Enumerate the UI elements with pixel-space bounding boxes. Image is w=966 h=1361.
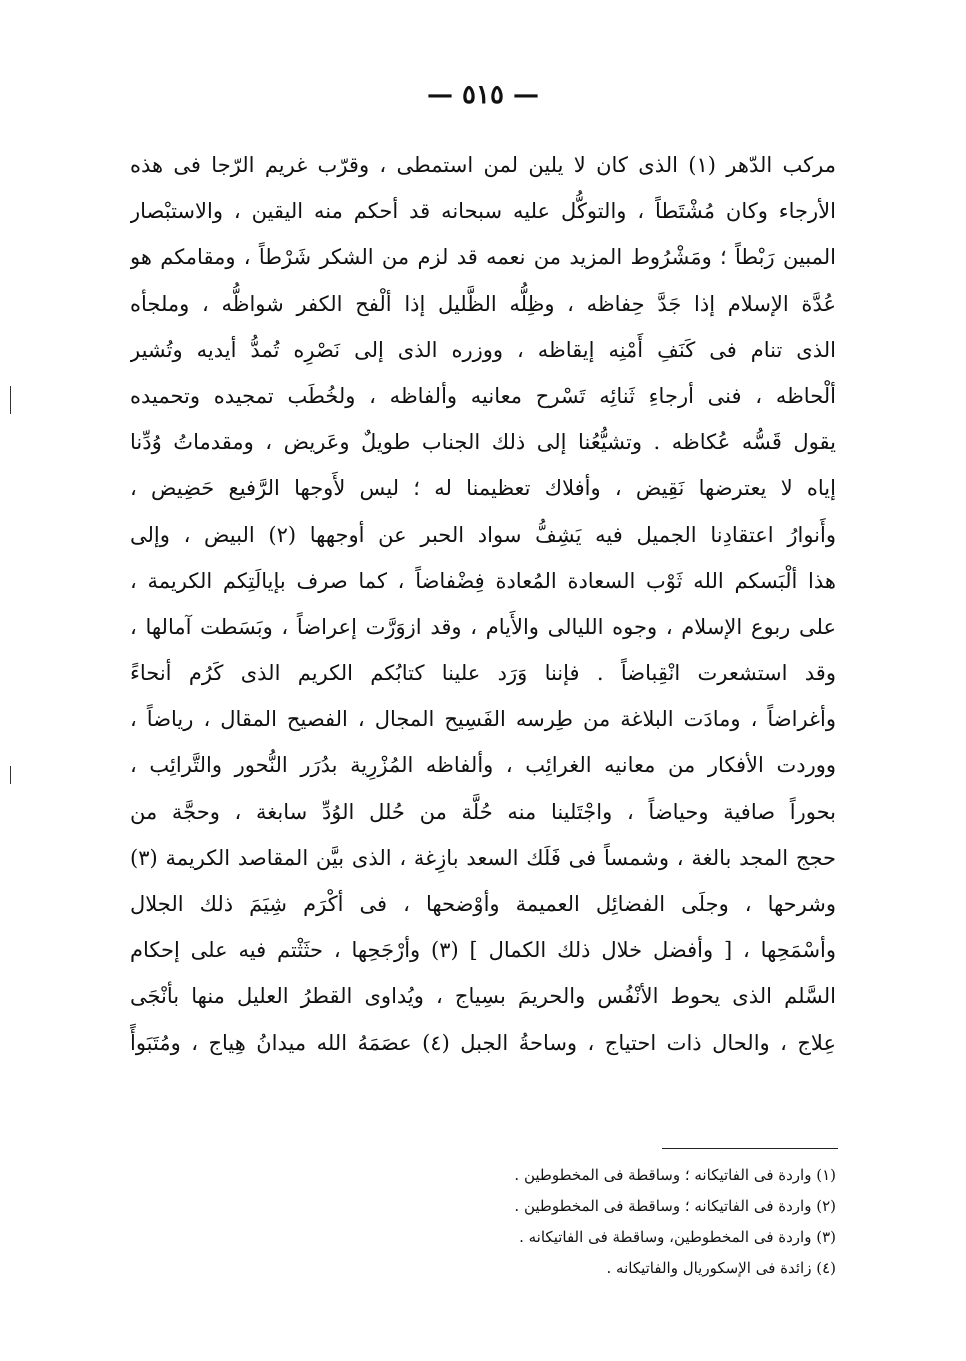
- text-line: وأسْمَحِها ، [ وأفضل خلال ذلك الكمال ] (٣) وأرْجَحِها ، حثَثْتم فيه على إحكام: [130, 938, 836, 963]
- text-line: بحوراً صافية وحياضاً ، واجْتَلينا منه حُلَّة من حُلل الوُدِّ سابغة ، وحجَّة من: [130, 799, 836, 824]
- text-line: يقول قَسُّه عُكاظه . وتشيُّعُنا إلى ذلك الجناب طويلٌ وعَريض ، ومقدماتُ وُدِّنا: [130, 430, 836, 455]
- footnote-divider: [662, 1148, 838, 1149]
- text-line: الأرجاء وكان مُشْتَطاً ، والتوكُّل عليه سبحانه قد أحكم منه اليقين ، والاستبْصار: [130, 199, 836, 224]
- body-text: [130, 142, 836, 1066]
- text-line: إياه لا يعترضها نَقِيض ، وأفلاك تعظيمنا له ؛ ليس لأَوجها الرَّفيع حَضِيض ،: [130, 476, 836, 501]
- text-line: وشرحها ، وجلَى الفضائِل العميمة وأوْضحها ، فى أكْرَم شِيَمَ ذلك الجلال: [130, 892, 836, 916]
- footnotes: [400, 1160, 836, 1284]
- text-line: هذا ألْبَسكم الله ثَوْب السعادة المُعادة فِضْفاضاً ، كما صرف بإيالَتِكم الكريمة ،: [130, 568, 836, 593]
- text-line: عِلاج ، والحال ذات احتياج ، وساحةُ الجبل (٤) عصَمَهُ الله ميدانُ هِياج ، ومُتَبَوأً: [130, 1030, 836, 1055]
- text-line: حجج المجد بالغة ، وشمساً فى فَلَك السعد بازِغة ، الذى بيَّن المقاصد الكريمة (٣): [130, 845, 836, 870]
- footnote: (٢) واردة فى الفاتيكانه ؛ وساقطة فى المخطوطين .: [514, 1197, 836, 1215]
- text-line: وقد استشعرت انْقِباضاً . فإننا وَرَد علينا كتابُكم الكريم الذى كَرُم أنحاءً: [130, 661, 836, 686]
- margin-mark: [10, 386, 11, 414]
- text-line: السَّلم الذى يحوط الأنْفُس والحريمَ بسِياج ، ويُداوى القطرُ العليل منها بأنْجَى: [130, 984, 836, 1009]
- footnote: (١) واردة فى الفاتيكانه ؛ وساقطة فى المخطوطين .: [514, 1166, 836, 1184]
- margin-mark: [10, 766, 11, 784]
- footnote: (٤) زائدة فى الإسكوريال والفاتيكانه .: [606, 1259, 836, 1277]
- text-line: عُدَّة الإسلام إذا جَدَّ حِفاظه ، وظِلُّه الظَّليل إذا ألْفح الكفر شواظُّه ، وملجأه: [130, 291, 836, 316]
- text-line: الذى تنام فى كَنَفِ أَمْنِه إيقاظه ، ووزره الذى إلى نَصْرِه تُمدُّ أيديه وتُشير: [130, 337, 836, 362]
- text-line: وأغراضاً ، ومادَت البلاغة من طِرسه الفَسِيح المجال ، الفصيح المقال ، رياضاً ،: [130, 707, 836, 732]
- footnote: (٣) واردة فى المخطوطين، وساقطة فى الفاتيكانه .: [519, 1228, 836, 1246]
- text-line: ووردت الأفكار من معانيه الغرائِب ، وألفاظه المُزْرِية بدُرَر النُّحور والتَّرائِب ،: [130, 753, 836, 778]
- text-line: وأَنوارُ اعتقادِنا الجميل فيه يَشِفُّ سواد الحبر عن أوجهها (٢) البيض ، وإلى: [130, 522, 836, 547]
- text-line: على ربوع الإسلام ، وجوه الليالى والأَيام ، وقد ازوَرَّت إعراضاً ، وبَسَطت آمالها ،: [130, 614, 836, 639]
- text-line: مركب الدّهر (١) الذى كان لا يلين لمن استمطى ، وقرّب غريم الرّجا فى هذه: [130, 153, 836, 177]
- page-number: — ٥١٥ —: [426, 80, 540, 110]
- text-line: المبين رَبْطاً ؛ ومَشْرُوط المزيد من نعمه قد لزم من الشكر شَرْطاً ، ومقامكم هو: [130, 245, 836, 270]
- text-line: ألْحاظه ، فنى أرجاءِ ثَنائِه تَسْرح معانيه وألفاظه ، ولخُطَب تمجيده وتحميده: [130, 383, 836, 408]
